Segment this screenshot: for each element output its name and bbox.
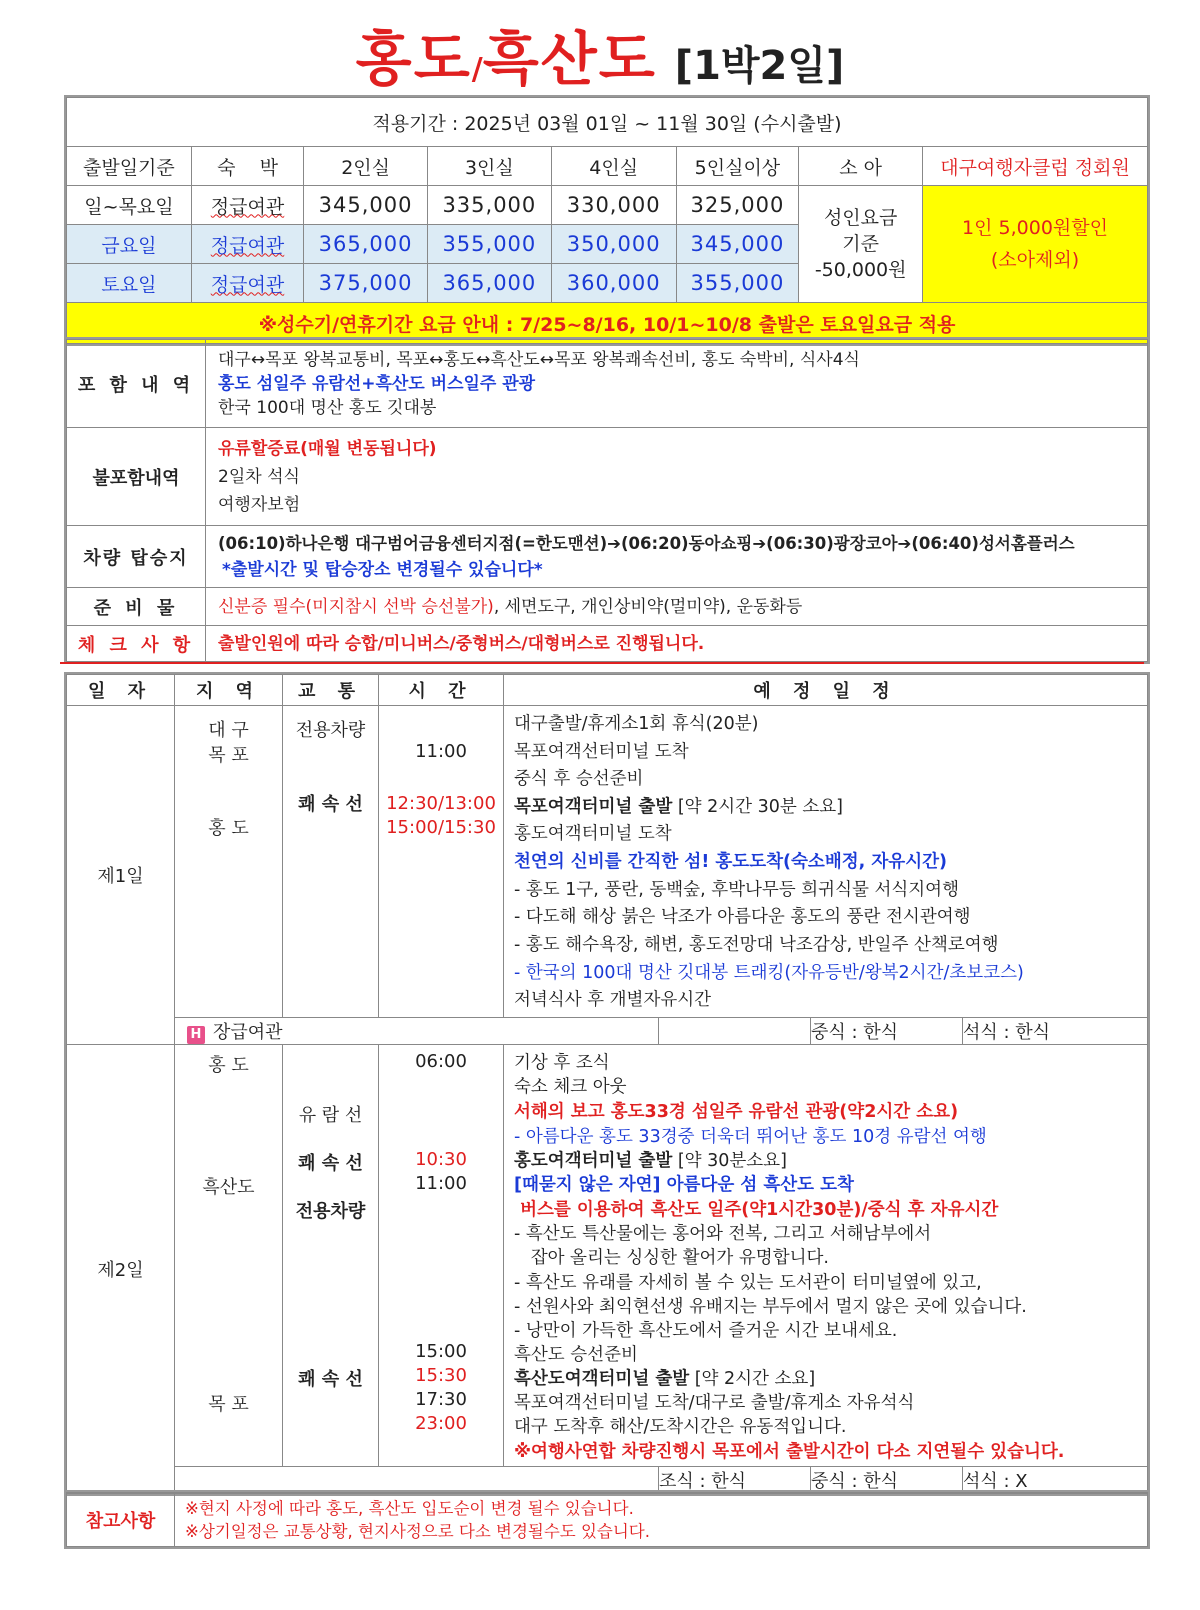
plan-item-rest: [약 2시간 30분 소요] (672, 797, 843, 817)
pickup-info (206, 526, 1148, 588)
time: 15:30 (415, 1365, 467, 1386)
price-cell: 360,000 (551, 264, 676, 303)
price-cell: 365,000 (427, 264, 551, 303)
peak-season-notice: ※성수기/연휴기간 요금 안내 : 7/25~8/16, 10/1~10/8 출발은 토요일요금 적용 (67, 303, 1148, 344)
time: 06:00 (415, 1051, 467, 1072)
price-header-5p: 5인실이상 (676, 147, 799, 186)
price-cell: 355,000 (427, 225, 551, 264)
price-header-2p: 2인실 (304, 147, 428, 186)
price-row-lodge: 정급여관 (191, 264, 303, 303)
member-discount (923, 186, 1148, 303)
plan-item-rest: [약 30분소요] (672, 1151, 787, 1171)
day1-regions (175, 706, 283, 1018)
plan-item: 저녁식사 후 개별자유시간 (514, 990, 712, 1010)
time: 12:30/13:00 (386, 793, 496, 814)
note-item: ※상기일정은 교통상황, 현지사정으로 다소 변경될수도 있습니다. (185, 1521, 650, 1541)
exclude-item: 유류할증료(매월 변동됩니다) (218, 438, 437, 459)
plan-item: 기상 후 조식 (514, 1053, 610, 1073)
day1-plan (504, 706, 1148, 1018)
plan-item: - 한국의 100대 명산 깃대봉 트래킹(자유등반/왕복2시간/초보코스) (514, 963, 1024, 983)
note-item: ※현지 사정에 따라 홍도, 흑산도 입도순이 변경 될수 있습니다. (185, 1498, 634, 1518)
price-cell: 345,000 (676, 225, 799, 264)
pickup-label: 차량 탑승지 (67, 526, 206, 588)
day1-label: 제1일 (67, 706, 175, 1045)
time: 15:00 (415, 1341, 467, 1362)
price-cell: 350,000 (551, 225, 676, 264)
pickup-route: (06:10)하나은행 대구범어금융센터지점(=한도맨션)➔(06:20)동아쇼핑➔(06:30)광장코아➔(06:40)성서홈플러스 (218, 533, 1075, 553)
plan-item: 홍도여객터미널 도착 (514, 824, 672, 844)
divider (60, 662, 1144, 664)
plan-item: - 다도해 해상 붉은 낙조가 아름다운 홍도의 풍란 전시관여행 (514, 907, 971, 927)
child-price-line: 성인요금 (823, 207, 898, 229)
prep-required: 신분증 필수(미지참시 선박 승선불가) (218, 596, 494, 617)
check-info: 출발인원에 따라 승합/미니버스/중형버스/대형버스로 진행됩니다. (206, 626, 1148, 662)
day2-transport (283, 1045, 379, 1467)
plan-item: 목포여객선터미널 도착/대구로 출발/휴게소 자유석식 (514, 1393, 915, 1413)
notes-list (175, 1493, 1148, 1547)
price-row-lodge: 정급여관 (191, 186, 303, 225)
price-header-3p: 3인실 (427, 147, 551, 186)
price-row-day: 토요일 (67, 264, 192, 303)
plan-item: - 홍도 1구, 풍란, 동백숲, 후박나무등 희귀식물 서식지여행 (514, 880, 959, 900)
price-cell: 330,000 (551, 186, 676, 225)
plan-item: 대구출발/휴게소1회 휴식(20분) (514, 714, 759, 734)
hotel-icon: H (187, 1026, 205, 1044)
transport: 유 람 선 (298, 1105, 363, 1126)
include-list (206, 340, 1148, 428)
sched-header-time: 시 간 (379, 675, 504, 706)
exclude-label: 불포함내역 (67, 428, 206, 526)
price-cell: 325,000 (676, 186, 799, 225)
prep-label: 준 비 물 (67, 588, 206, 626)
plan-item-bold: 흑산도여객터미널 출발 (514, 1369, 690, 1389)
region: 대 구 (208, 720, 249, 741)
plan-item: - 홍도 해수욕장, 해변, 홍도전망대 낙조감상, 반일주 산책로여행 (514, 935, 999, 955)
day2-label: 제2일 (67, 1045, 175, 1494)
day2-regions (175, 1045, 283, 1467)
page-title (0, 12, 1200, 92)
plan-item: ※여행사연합 차량진행시 목포에서 출발시간이 다소 지연될수 있습니다. (514, 1442, 1065, 1462)
price-cell: 365,000 (304, 225, 428, 264)
exclude-item: 여행자보험 (218, 494, 301, 515)
price-period: 적용기간 : 2025년 03월 01일 ~ 11월 30일 (수시출발) (67, 98, 1148, 147)
price-header-child: 소 아 (799, 147, 923, 186)
time: 11:00 (415, 1173, 467, 1194)
transport: 쾌 속 선 (298, 1153, 363, 1174)
sched-header-plan: 예 정 일 정 (504, 675, 1148, 706)
price-header-day: 출발일기준 (67, 147, 192, 186)
plan-item: [때묻지 않은 자연] 아름다운 섬 흑산도 도착 (514, 1175, 854, 1195)
transport: 쾌 속 선 (298, 1369, 363, 1390)
price-cell: 355,000 (676, 264, 799, 303)
child-price (799, 186, 923, 303)
exclude-item: 2일차 석식 (218, 466, 300, 487)
child-price-line: 기준 (842, 233, 880, 255)
price-header-lodge: 숙 박 (191, 147, 303, 186)
day2-breakfast: 조식 : 한식 (659, 1467, 811, 1494)
price-row-day: 금요일 (67, 225, 192, 264)
title-main1: 홍도 (355, 25, 472, 93)
include-item: 한국 100대 명산 홍도 깃대봉 (218, 397, 437, 418)
plan-item-rest: [약 2시간 소요] (689, 1369, 816, 1389)
day1-lunch: 중식 : 한식 (811, 1018, 963, 1045)
plan-item: 서해의 보고 홍도33경 섬일주 유람선 관광(약2시간 소요) (514, 1102, 959, 1122)
time: 10:30 (415, 1149, 467, 1170)
plan-item-bold: 목포여객터미널 출발 (514, 797, 673, 817)
transport: 전용차량 (295, 720, 366, 741)
time: 15:00/15:30 (386, 817, 496, 838)
day1-times (379, 706, 504, 1018)
price-cell: 335,000 (427, 186, 551, 225)
day2-times (379, 1045, 504, 1467)
price-header-member: 대구여행자클럽 정회원 (923, 147, 1148, 186)
plan-item: 흑산도 승선준비 (514, 1345, 638, 1365)
member-discount-line: (소아제외) (990, 249, 1080, 271)
price-row-day: 일~목요일 (67, 186, 192, 225)
hotel-name: 장급여관 (213, 1022, 283, 1043)
prep-rest: , 세면도구, 개인상비약(멀미약), 운동화등 (493, 596, 803, 617)
schedule-table (64, 672, 1150, 1496)
transport: 쾌 속 선 (298, 794, 363, 815)
price-cell: 375,000 (304, 264, 428, 303)
title-slash: / (471, 52, 483, 87)
plan-item: 목포여객선터미널 도착 (514, 742, 689, 762)
plan-item: - 흑산도 특산물에는 홍어와 전복, 그리고 서해남부에서 (514, 1224, 932, 1244)
plan-item (514, 1147, 787, 1172)
plan-item: 중식 후 승선준비 (514, 769, 644, 789)
transport: 전용차량 (295, 1201, 366, 1222)
plan-item: 대구 도착후 해산/도착시간은 유동적입니다. (514, 1417, 847, 1437)
title-sub: [1박2일] (674, 43, 845, 89)
time: 23:00 (415, 1413, 467, 1434)
sched-header-transport: 교 통 (283, 675, 379, 706)
day1-dinner: 석식 : 한식 (963, 1018, 1148, 1045)
plan-item-bold: 홍도여객터미널 출발 (514, 1151, 673, 1171)
day1-transport (283, 706, 379, 1018)
notes-label: 참고사항 (67, 1493, 175, 1547)
price-row-lodge: 정급여관 (191, 225, 303, 264)
price-cell: 345,000 (304, 186, 428, 225)
plan-item (514, 793, 843, 818)
prep-info (206, 588, 1148, 626)
plan-item: 버스를 이용하여 흑산도 일주(약1시간30분)/중식 후 자유시간 (514, 1200, 999, 1220)
info-table (64, 337, 1150, 664)
day1-breakfast (659, 1018, 811, 1045)
plan-item: 잡아 올리는 싱싱한 활어가 유명합니다. (514, 1248, 829, 1268)
price-table (64, 95, 1150, 346)
child-price-line: -50,000원 (814, 259, 907, 281)
plan-item: - 아름다운 홍도 33경중 더욱더 뛰어난 홍도 10경 유람선 여행 (514, 1127, 987, 1147)
region: 홍 도 (208, 1055, 249, 1076)
include-label: 포 함 내 역 (67, 340, 206, 428)
day1-hotel (175, 1018, 659, 1045)
plan-item: - 흑산도 유래를 자세히 볼 수 있는 도서관이 터미널옆에 있고, (514, 1273, 982, 1293)
title-main2: 흑산도 (482, 25, 657, 93)
time: 11:00 (415, 741, 467, 762)
day2-lunch: 중식 : 한식 (811, 1467, 963, 1494)
include-item: 대구↔목포 왕복교통비, 목포↔홍도↔흑산도↔목포 왕복쾌속선비, 홍도 숙박비, 식사4식 (218, 349, 860, 370)
plan-item (514, 1365, 815, 1390)
region: 목 포 (208, 745, 249, 766)
region: 흑산도 (202, 1177, 255, 1198)
member-discount-line: 1인 5,000원할인 (962, 217, 1108, 239)
plan-item: 숙소 체크 아웃 (514, 1077, 627, 1097)
sched-header-date: 일 자 (67, 675, 175, 706)
region: 홍 도 (208, 818, 249, 839)
notes-table (64, 1490, 1150, 1549)
sched-header-region: 지 역 (175, 675, 283, 706)
day2-plan (504, 1045, 1148, 1467)
day2-dinner: 석식 : X (963, 1467, 1148, 1494)
check-label: 체 크 사 항 (67, 626, 206, 662)
include-item: 홍도 섬일주 유람선+흑산도 버스일주 관광 (218, 373, 536, 394)
exclude-list (206, 428, 1148, 526)
plan-item: 천연의 신비를 간직한 섬! 홍도도착(숙소배정, 자유시간) (514, 852, 947, 872)
pickup-note: *출발시간 및 탑승장소 변경될수 있습니다* (222, 559, 543, 580)
price-header-4p: 4인실 (551, 147, 676, 186)
plan-item: - 낭만이 가득한 흑산도에서 즐거운 시간 보내세요. (514, 1321, 898, 1341)
region: 목 포 (208, 1394, 249, 1415)
plan-item: - 선원사와 최익현선생 유배지는 부두에서 멀지 않은 곳에 있습니다. (514, 1297, 1027, 1317)
time: 17:30 (415, 1389, 467, 1410)
